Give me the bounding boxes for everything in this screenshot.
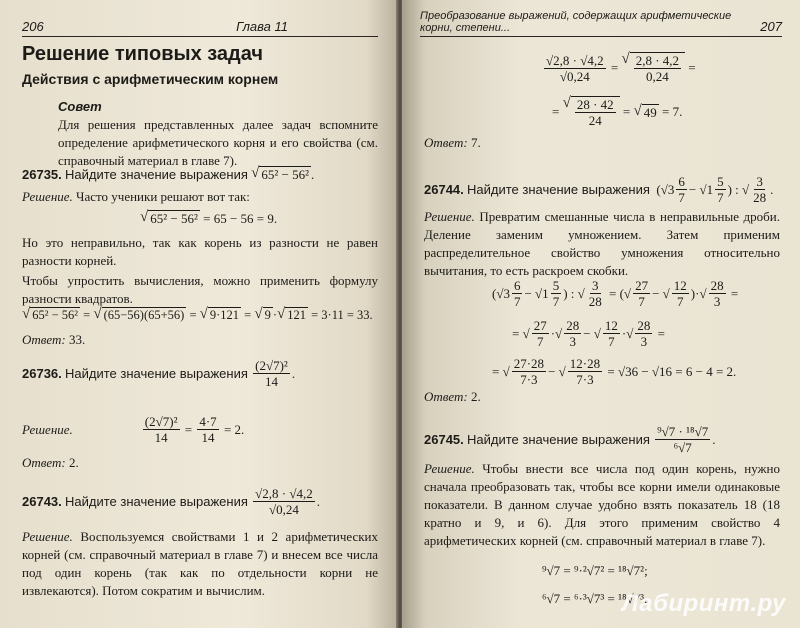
problem-26745-solution-label: Решение. bbox=[424, 461, 475, 476]
left-page-number: 206 bbox=[22, 19, 44, 34]
problem-26743-task: Найдите значение выражения bbox=[65, 494, 248, 509]
problem-26744-answer-value: 2. bbox=[471, 389, 481, 404]
problem-26735-solution bbox=[22, 188, 250, 206]
watermark-logo: Лабиринт.ру bbox=[621, 590, 786, 617]
problem-26745-statement: 26745. Найдите значение выражения $\frac{\text{⁹√7 · ¹⁸√7}}{\text{⁶√7}}$ . bbox=[424, 424, 716, 455]
problem-26744-calc-1: (√3 $\frac{6}{7}$ − √1 $\frac{5}{7}$ ) : √ $\frac{3}{28}$ = (√ $\frac{27}{7}$ − √ $\frac{12}{7}$ )·√ $\frac{28}{3}$ = bbox=[492, 278, 739, 309]
chapter-label: Глава 11 bbox=[236, 19, 288, 34]
problem-26743-calc-2: = √ $\frac{28 \cdot 42}{24}$ = √ 49 = 7. bbox=[552, 95, 683, 128]
problem-26743-solution-label: Решение. bbox=[22, 529, 73, 544]
problem-26744-result: = √36 − √16 = 6 − 4 = 2. bbox=[607, 363, 737, 379]
problem-26743-number: 26743. bbox=[22, 494, 62, 509]
problem-26744-number: 26744. bbox=[424, 182, 464, 197]
subsection-title: Действия с арифметическим корнем bbox=[22, 71, 279, 87]
problem-26735-number: 26735. bbox=[22, 167, 62, 182]
problem-26743-calc-1: $\frac{√2,8 \cdot √4,2}{√0,24}$ = √ $\frac{2,8 \cdot 4,2}{0,24}$ = bbox=[546, 51, 696, 84]
problem-26743-answer-label: Ответ: bbox=[424, 135, 468, 150]
right-page bbox=[402, 0, 800, 628]
problem-26735-answer-label: Ответ: bbox=[22, 332, 66, 347]
problem-26743-answer-value: 7. bbox=[471, 135, 481, 150]
left-page bbox=[0, 0, 398, 628]
problem-26735-answer-value: 33. bbox=[69, 332, 86, 347]
problem-26736-fraction: $\frac{\text{(2√7)²}}{14}$ bbox=[255, 358, 288, 389]
problem-26744-solution bbox=[424, 208, 780, 280]
problem-26744-calc-3: = √ $\frac{27\cdot 28}{7\cdot 3}$ − √ $\frac{12\cdot 28}{7\cdot 3}$ = √36 − √16 = 6 − 4 = 2. bbox=[492, 356, 737, 387]
problem-26736-task: Найдите значение выражения bbox=[65, 366, 248, 381]
advice-text: Для решения представленных далее задач вспомните определение арифметического корня и его свойства (см. справочный материал в главе 7). bbox=[58, 117, 378, 168]
problem-26744-answer-label: Ответ: bbox=[424, 389, 468, 404]
right-running-head bbox=[420, 10, 782, 37]
problem-26736-solution: Решение. $\frac{\text{(2√7)²}}{14}$ = $\frac{4\cdot 7}{14}$ = 2. bbox=[22, 414, 245, 445]
problem-26744-answer bbox=[424, 388, 481, 406]
problem-26735-result: = 3·11 = 33. bbox=[311, 307, 373, 322]
problem-26745-line-2: ⁶√7 = ⁶·³√7³ = ¹⁸√7³. bbox=[542, 591, 648, 606]
problem-26735-task: Найдите значение выражения bbox=[65, 167, 248, 182]
problem-26735-correct-calc: √ 65² − 56² = √ (65−56)(65+56) = √ 9·121 = √ 9 · √ 121 = 3·11 = 33. bbox=[22, 306, 373, 322]
problem-26735-wrong-calc: √ 65² − 56² = 65 − 56 = 9. bbox=[140, 209, 278, 226]
left-running-head bbox=[22, 14, 378, 37]
right-page-number: 207 bbox=[760, 19, 782, 34]
problem-26736-number: 26736. bbox=[22, 366, 62, 381]
problem-26735-radical: √ 65² − 56² bbox=[251, 165, 310, 182]
problem-26736-solution-label: Решение. bbox=[22, 421, 73, 437]
problem-26736-answer bbox=[22, 454, 79, 472]
problem-26736-answer-label: Ответ: bbox=[22, 455, 66, 470]
problem-26744-solution-text: Превратим смешанные числа в неправильные дроби. Деление заменим умножением. Затем применим распределительное свойство умножения относительно вычитания, то есть раскроем скобки. bbox=[424, 209, 780, 278]
problem-26743-answer bbox=[424, 134, 481, 152]
problem-26735-statement: 26735. Найдите значение выражения √ 65² − 56² . bbox=[22, 165, 315, 182]
section-title: Решение типовых задач bbox=[22, 43, 263, 65]
problem-26745-solution bbox=[424, 460, 780, 550]
problem-26743-statement: 26743. Найдите значение выражения $\frac{√2,8 \cdot √4,2}{√0,24}$ . bbox=[22, 486, 320, 517]
problem-26735-comment-1: Но это неправильно, так как корень из разности не равен разности корней. bbox=[22, 235, 378, 268]
problem-26735-answer bbox=[22, 331, 85, 349]
problem-26745-number: 26745. bbox=[424, 432, 464, 447]
problem-26744-calc-2: = √ $\frac{27}{7}$ ·√ $\frac{28}{3}$ − √ $\frac{12}{7}$ ·√ $\frac{28}{3}$ = bbox=[512, 318, 665, 349]
problem-26735-solution-label: Решение. bbox=[22, 189, 73, 204]
problem-26735-wrong-result: = 65 − 56 = 9. bbox=[203, 210, 278, 226]
problem-26744-solution-label: Решение. bbox=[424, 209, 475, 224]
problem-26745-solution-text: Чтобы внести все числа под один корень, нужно сначала преобразовать так, чтобы все корни имели одинаковые показатели. В данном случае удобно взять показатель 18 (18 кратно и 9, и 6). Для этого применим свойство 4 арифметических корней (см. справочный материал в главе 7). bbox=[424, 461, 780, 548]
problem-26735-comment-2: Чтобы упростить вычисления, можно применить формулу разности квадратов. bbox=[22, 273, 378, 306]
problem-26736-answer-value: 2. bbox=[69, 455, 79, 470]
problem-26743-solution bbox=[22, 528, 378, 600]
right-running-title: Преобразование выражений, содержащих арифметические корни, степени... bbox=[420, 10, 732, 34]
problem-26735-expr: 65² − 56² bbox=[261, 167, 310, 182]
problem-26735-solution-text: Часто ученики решают вот так: bbox=[76, 189, 250, 204]
problem-26745-task: Найдите значение выражения bbox=[467, 432, 650, 447]
advice-title: Совет bbox=[58, 99, 102, 114]
problem-26743-solution-text: Воспользуемся свойствами 1 и 2 арифметических корней (см. справочный материал в главе 7) и внесем все числа под один корень (так как по отдельности корни не извлекаются). Потом сократим и вычислим. bbox=[22, 529, 379, 598]
problem-26745-line-1: ⁹√7 = ⁹·²√7² = ¹⁸√7²; bbox=[542, 563, 648, 578]
problem-26736-statement: 26736. Найдите значение выражения $\frac{\text{(2√7)²}}{14}$ . bbox=[22, 358, 296, 389]
problem-26744-statement: 26744. Найдите значение выражения (√3 $\frac{6}{7}$ − √1 $\frac{5}{7}$ ) : √ $\frac{3}{28}$ . bbox=[424, 174, 774, 205]
problem-26736-denominator: 14 bbox=[264, 374, 278, 389]
problem-26744-task: Найдите значение выражения bbox=[467, 182, 650, 197]
